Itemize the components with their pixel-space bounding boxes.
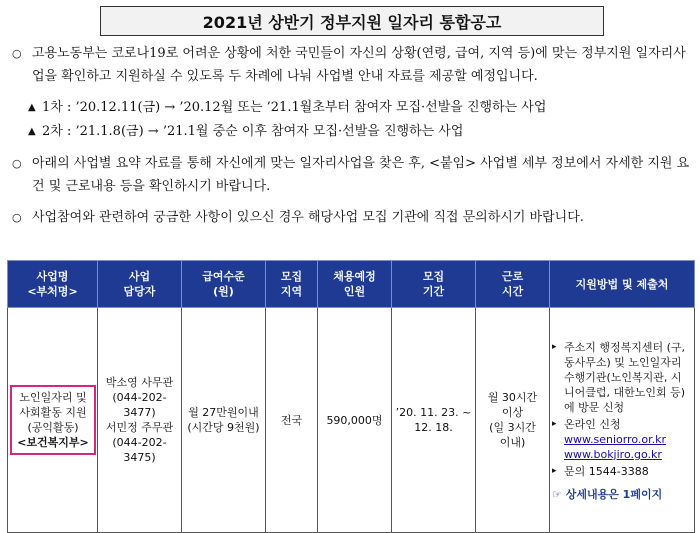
- header-hiring-count: 채용예정 인원: [318, 261, 392, 308]
- highlighted-program-box: 노인일자리 및 사회활동 지원 (공익활동) <보건복지부>: [10, 385, 96, 455]
- arrow-bullet-icon: ▸: [552, 419, 557, 429]
- intro-section: [8, 42, 692, 237]
- circle-bullet-icon: ○: [12, 157, 22, 170]
- circle-bullet-icon: ○: [12, 47, 22, 60]
- list-item: ▸ 문의 1544-3388: [552, 465, 649, 478]
- header-period: 모집 기간: [392, 261, 476, 308]
- cell-pay: 월 27만원이내 (시간당 9천원): [182, 308, 266, 533]
- cell-apply-method: [550, 308, 695, 533]
- apply-method-list: [552, 340, 692, 479]
- cell-program-name: [8, 308, 98, 533]
- intro-paragraph-1: [8, 42, 692, 88]
- schedule-item-1: [8, 96, 692, 120]
- bokjiro-link[interactable]: www.bokjiro.go.kr: [564, 448, 662, 461]
- header-region: 모집 지역: [266, 261, 318, 308]
- header-contact: 사업 담당자: [98, 261, 182, 308]
- list-item: ▸ 주소지 행정복지센터 (구, 동사무소) 및 노인일자리 수행기관(노인복지관, 시니어클럽, 대한노인회 등)에 방문 신청: [552, 341, 686, 414]
- schedule-text-1: 1차 : ’20.12.11(금) → ’20.12월 또는 ’21.1월초부터 참여자 모집·선발을 진행하는 사업: [42, 100, 547, 115]
- cell-region: 전국: [266, 308, 318, 533]
- circle-bullet-icon: ○: [12, 211, 22, 224]
- triangle-bullet-icon: ▲: [28, 102, 36, 113]
- pointing-hand-icon: ☞: [552, 488, 562, 501]
- page-title: 2021년 상반기 정부지원 일자리 통합공고: [100, 6, 604, 36]
- ministry-name: <보건복지부>: [17, 436, 89, 449]
- job-program-table: [7, 260, 695, 533]
- arrow-bullet-icon: ▸: [552, 342, 557, 352]
- header-pay: 급여수준 (원): [182, 261, 266, 308]
- list-item: ▸ 온라인 신청 www.seniorro.or.kr www.bokjiro.go.kr: [552, 417, 692, 462]
- header-work-hours: 근로 시간: [476, 261, 550, 308]
- intro-paragraph-2: [8, 152, 692, 198]
- schedule-item-2: [8, 120, 692, 144]
- seniorro-link[interactable]: www.seniorro.or.kr: [564, 433, 667, 446]
- schedule-text-2: 2차 : ’21.1.8(금) → ’21.1월 중순 이후 참여자 모집·선발을 진행하는 사업: [42, 124, 464, 139]
- detail-link[interactable]: ☞ 상세내용은 1페이지: [552, 488, 663, 501]
- cell-hiring-count: 590,000명: [318, 308, 392, 533]
- cell-contact: 박소영 사무관 (044-202-3477) 서민정 주무관 (044-202-3475): [98, 308, 182, 533]
- intro-text-2: 아래의 사업별 요약 자료를 통해 자신에게 맞는 일자리사업을 찾은 후, <붙임> 사업별 세부 정보에서 자세한 지원 요건 및 근로내용 등을 확인하시기 바랍니다.: [32, 156, 690, 194]
- cell-work-hours: 월 30시간 이상 (일 3시간 이내): [476, 308, 550, 533]
- intro-paragraph-3: [8, 206, 692, 229]
- intro-text-3: 사업참여와 관련하여 궁금한 사항이 있으신 경우 해당사업 모집 기관에 직접 문의하시기 바랍니다.: [32, 210, 584, 225]
- table-row: [8, 308, 695, 533]
- triangle-bullet-icon: ▲: [28, 126, 36, 137]
- header-program-name: 사업명 <부처명>: [8, 261, 98, 308]
- intro-text-1: 고용노동부는 코로나19로 어려운 상황에 처한 국민들이 자신의 상황(연령, 급여, 지역 등)에 맞는 정부지원 일자리사업을 확인하고 지원하실 수 있도록 두 차례에 나눠 사업별 안내 자료를 제공할 예정입니다.: [32, 46, 686, 84]
- arrow-bullet-icon: ▸: [552, 466, 557, 476]
- table-header-row: [8, 261, 695, 308]
- cell-period: ’20. 11. 23. ~ 12. 18.: [392, 308, 476, 533]
- header-apply-method: 지원방법 및 제출처: [550, 261, 695, 308]
